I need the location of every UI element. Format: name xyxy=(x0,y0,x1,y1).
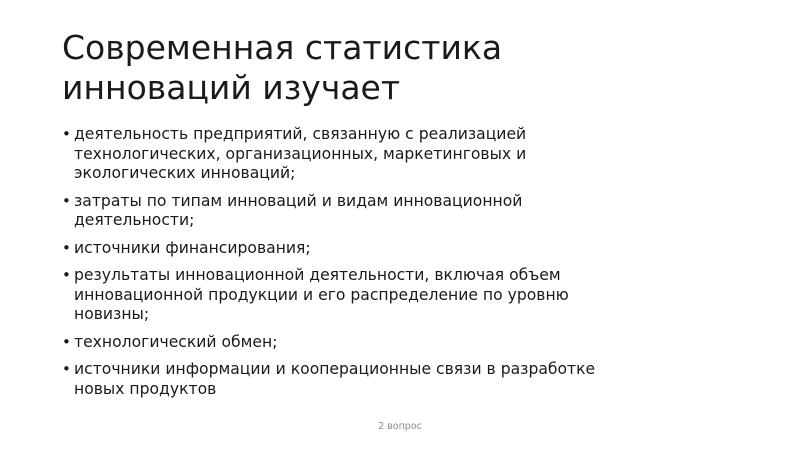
slide-footer: 2 вопрос xyxy=(378,421,422,432)
bullet-marker: • xyxy=(62,238,71,257)
slide-title xyxy=(62,28,742,108)
bullet-marker: • xyxy=(62,266,71,284)
bullet-item-2 xyxy=(62,192,752,231)
slide-title-line-1: Современная статистика xyxy=(62,28,503,67)
bullet-item-3-line-1: источники финансирования; xyxy=(74,238,311,257)
bullet-marker: • xyxy=(62,125,71,143)
bullet-item-2-line-1: затраты по типам инноваций и видам инновационной xyxy=(74,191,523,210)
bullet-item-4 xyxy=(62,266,752,325)
bullet-item-6 xyxy=(62,360,752,399)
slide-title-line-2: инноваций изучает xyxy=(62,68,401,107)
bullet-item-3 xyxy=(62,239,752,259)
bullet-item-1-line-3: экологических инноваций; xyxy=(74,164,296,182)
bullet-item-5 xyxy=(62,333,752,353)
bullet-item-4-line-1: результаты инновационной деятельности, включая объем xyxy=(74,266,561,284)
bullet-item-4-line-3: новизны; xyxy=(74,305,150,323)
bullet-marker: • xyxy=(62,332,71,351)
bullet-item-2-line-2: деятельности; xyxy=(74,211,195,229)
bullet-item-5-line-1: технологический обмен; xyxy=(74,332,278,351)
bullet-list xyxy=(62,125,752,407)
bullet-item-1-line-2: технологических, организационных, маркетинговых и xyxy=(74,144,527,163)
bullet-item-6-line-2: новых продуктов xyxy=(74,379,217,398)
bullet-item-1 xyxy=(62,125,752,184)
bullet-marker: • xyxy=(62,360,71,378)
bullet-marker: • xyxy=(62,191,71,210)
bullet-item-6-line-1: источники информации и кооперационные связи в разработке xyxy=(74,360,596,378)
bullet-item-4-line-2: инновационной продукции и его распределение по уровню xyxy=(74,285,569,304)
bullet-item-1-line-1: деятельность предприятий, связанную с реализацией xyxy=(74,125,527,143)
